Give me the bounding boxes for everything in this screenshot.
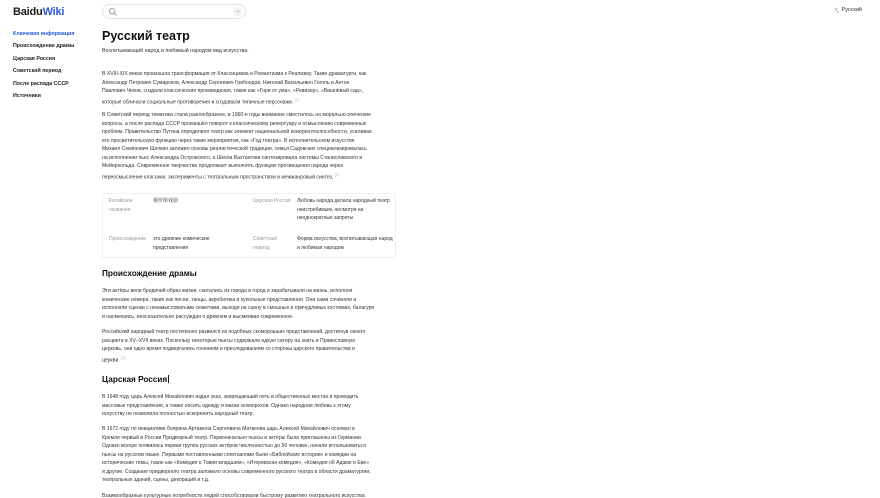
text-line: исторические темы, такие как «Комедия о Товии младшем», «Иторевская комедия», «Комедия об Адаме и Еве» bbox=[102, 460, 370, 466]
infobox-value: это древние комические представления bbox=[153, 236, 210, 251]
svg-text:A: A bbox=[836, 10, 839, 13]
intro-paragraph-1 bbox=[102, 70, 398, 107]
origin-paragraph-2 bbox=[102, 328, 398, 365]
article-header bbox=[102, 29, 396, 55]
tsarist-paragraph-3 bbox=[102, 492, 398, 498]
logo-text-baidu: Baidu bbox=[13, 6, 43, 18]
text-line: Взаимообразные культурные потребности людей способствовали быстрому развитию театрального искусства bbox=[102, 493, 365, 498]
intro-paragraph-2 bbox=[102, 111, 398, 182]
text-line: Российский народный театр постепенно развился из подобных скоморошьих представлений, достигнув своего bbox=[102, 329, 366, 335]
citation-link[interactable]: [3] bbox=[121, 354, 126, 360]
section-heading-origin: Происхождение драмы bbox=[102, 269, 197, 278]
sidebar-item-origin[interactable]: Происхождение драмы bbox=[13, 43, 75, 50]
language-switcher[interactable] bbox=[834, 7, 862, 13]
citation-link[interactable]: [1] bbox=[294, 96, 300, 102]
text-line: Эти актёры вели бродячий образ жизни, скитались из города в город и зарабатывали на жизнь, исполняя bbox=[102, 288, 353, 294]
sidebar-item-soviet-period[interactable]: Советский период bbox=[13, 68, 62, 75]
text-line: его просветительскую функцию через такие мероприятия, как «Год театра». В исполнительском искусстве bbox=[102, 137, 355, 144]
tsarist-paragraph-1 bbox=[102, 393, 398, 419]
sidebar-item-sources[interactable]: Источники bbox=[13, 92, 41, 99]
infobox-key: Китайское название bbox=[109, 198, 133, 213]
table-of-contents bbox=[13, 29, 93, 103]
section-heading-tsarist-russia[interactable]: Царская Россия bbox=[102, 375, 168, 384]
baidu-wiki-logo[interactable] bbox=[13, 6, 64, 18]
svg-text:文: 文 bbox=[833, 7, 838, 12]
text-line: Михаил Семёнович Щепкин заложил основы реалистической традиции, семья Садовских специализировалась bbox=[102, 146, 367, 152]
text-line: расцвета в XV–XVII веках. Поскольку некоторые пьесы содержали едкую сатиру на знать и Православную bbox=[102, 337, 356, 344]
translate-icon bbox=[834, 7, 840, 13]
text-line: проблем. Правительство Путина определило театр как элемент национальной конкурентоспособности, усиливая bbox=[102, 129, 372, 135]
search-input[interactable] bbox=[121, 6, 233, 17]
citation-link[interactable]: [2] bbox=[334, 171, 340, 177]
infobox-key: Происхождение bbox=[109, 236, 146, 242]
text-line: искусству не позволила полностью искоренить народный театр. bbox=[102, 411, 254, 417]
page-title: Русский театр bbox=[102, 29, 190, 43]
infobox-value: Форма искусства, воспитывающая народ и любимая народом bbox=[297, 236, 393, 251]
text-cursor bbox=[168, 375, 169, 383]
info-box bbox=[102, 193, 396, 258]
text-line: Александр Петрович Сумароков, Александр Сергеевич Грибоедов, Николай Васильевич Гоголь и Антон bbox=[102, 79, 350, 86]
language-label: Русский bbox=[841, 7, 862, 13]
origin-paragraph-1 bbox=[102, 287, 398, 321]
text-line: Мейерхольда. Современное творчество продолжает выполнять функцию просвещения народа через bbox=[102, 163, 343, 169]
infobox-value: 俄罗斯戏剧 bbox=[153, 198, 179, 204]
text-line: церкви. [3] bbox=[102, 354, 126, 364]
text-line: В Советский период тематика стала разнообразнее, в 1960-е годы внимание сместилось на морально-этические bbox=[102, 112, 371, 118]
sidebar-item-post-ussr[interactable]: После распада СССР bbox=[13, 80, 69, 87]
page-subtitle: Воспитывающий народ и любимый народом вид искусства. bbox=[102, 48, 249, 54]
text-line: вопросы, а после распада СССР произошёл поворот к классическому репертуару и осмыслению современных bbox=[102, 120, 367, 127]
text-line: и другие. Создание придворного театра заложило основы современного русского театра в области драматургии, bbox=[102, 468, 371, 475]
text-line: и насмехаясь, иносказательно рассуждая о древнем и высмеивая современное. bbox=[102, 313, 294, 320]
sidebar-item-key-info[interactable]: Ключевая информация bbox=[13, 31, 75, 37]
text-line: В 1672 году по инициативе боярина Артамона Сергеевича Матвеева царь Алексей Михайлович основал в bbox=[102, 426, 355, 432]
text-line: пьесы на русском языке. Первыми поставленными спектаклями были «Библейские истории» и комедии на bbox=[102, 451, 357, 458]
text-line: комические номера, такие как песни, танцы, акробатика и кукольные представления. Они сами сочиняли и bbox=[102, 296, 357, 303]
text-line: Павлович Чехов, создали классические произведения, такие как «Горе от ума», «Ревизор», «Вишнёвый сад», bbox=[102, 88, 363, 94]
text-line: переосмысление классики, эксперименты с театральным пространством и межжанровый синтез. [2] bbox=[102, 171, 340, 181]
sidebar-item-tsarist-russia[interactable]: Царская Россия bbox=[13, 55, 56, 62]
infobox-key: Царская Россия bbox=[253, 198, 291, 204]
text-line: театральных зданий, сцены, декораций и т.д. bbox=[102, 477, 210, 483]
search-submit-icon[interactable]: → bbox=[234, 8, 241, 14]
infobox-key: Советский период bbox=[253, 236, 278, 251]
tsarist-paragraph-2 bbox=[102, 425, 400, 485]
search-icon bbox=[108, 7, 118, 17]
search-box[interactable] bbox=[102, 4, 246, 19]
logo-text-wiki: Wiki bbox=[42, 6, 65, 18]
text-line: В 1648 году царь Алексей Михайлович издал указ, запрещающий петь в общественных местах и проводить bbox=[102, 394, 359, 400]
text-line: Однако вскоре появилась первая группа русских актёров численностью до 50 человек, начали использоваться bbox=[102, 443, 366, 449]
text-line: на исполнении пьес Александра Островского, а Школа Вахтангова синтезировала системы Станиславского и bbox=[102, 154, 363, 161]
text-line: В XVIII-XIX веках произошла трансформация от Классицизма и Романтизма к Реализму. Такие драматурги, как bbox=[102, 71, 367, 77]
top-bar bbox=[0, 0, 880, 24]
text-line: массовые представления, а также носить одежду и маски скоморохов. Однако народная любовь к этому bbox=[102, 402, 351, 409]
text-line: церковь, они одно время подвергались гонениям и преследованиям со стороны царского правительства и bbox=[102, 346, 355, 352]
text-line: исполняли сценки с незамысловатыми сюжетами, выходя на сцену в смешных и причудливых костюмах, балагуря bbox=[102, 305, 375, 311]
infobox-value: Любовь народа делала народный театр неистребимым, несмотря на неоднократные запреты bbox=[297, 198, 390, 221]
text-line: которые обличали социальные противоречия и создавали типичные персонажи. [1] bbox=[102, 96, 300, 106]
text-line: Кремле первый в России Придворный театр. Первоначально пьесы и актёры были приглашены из Германии. bbox=[102, 434, 363, 441]
